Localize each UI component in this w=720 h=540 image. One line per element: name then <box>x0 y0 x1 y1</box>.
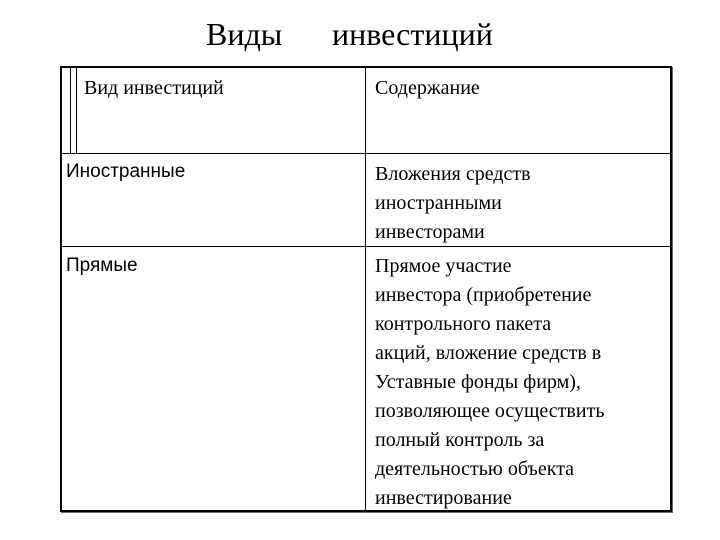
header-col-type: Вид инвестиций <box>84 77 224 99</box>
header-inner-border-left-2 <box>76 68 77 154</box>
row-divider-header <box>62 153 670 154</box>
header-inner-border-left <box>70 68 71 154</box>
investment-types-table <box>60 66 672 512</box>
row-foreign-content: Вложения средств иностранными инвесторами <box>375 163 531 243</box>
title-word-kinds: Виды <box>206 16 283 52</box>
slide-title <box>0 14 720 58</box>
header-col-content: Содержание <box>375 77 480 99</box>
row-foreign-type: Иностранные <box>66 161 186 182</box>
row-direct-content: Прямое участие инвестора (приобретение контрольного пакета акций, вложение средств в Уставные фонды фирм), позволяющее осуществить полный контроль за деятельностью объекта инвестирование <box>375 255 605 509</box>
row-direct-type: Прямые <box>66 255 138 276</box>
title-word-investments: инвестиций <box>332 16 493 52</box>
column-divider <box>365 68 366 510</box>
